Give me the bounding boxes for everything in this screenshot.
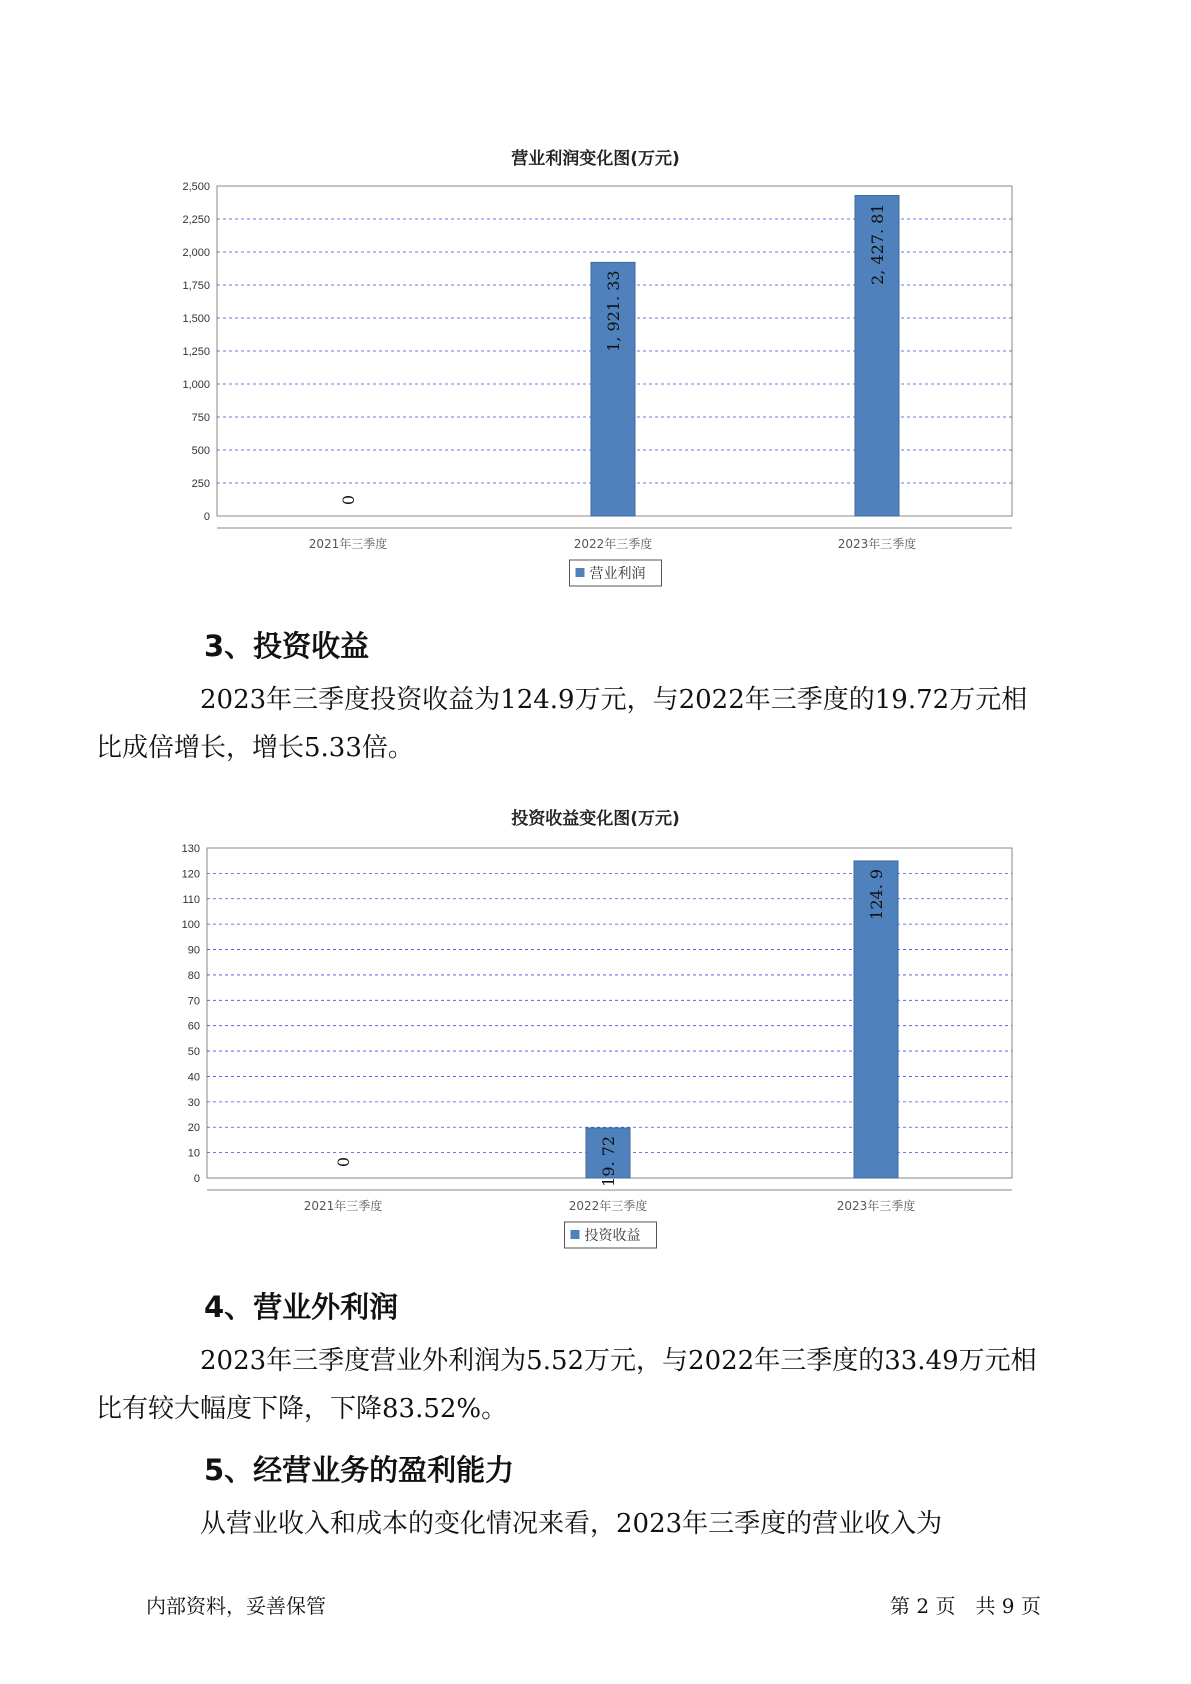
- y-tick-label: 2,500: [182, 181, 210, 193]
- y-tick-label: 20: [187, 1122, 200, 1135]
- paragraph-profitability: [148, 1500, 1048, 1548]
- x-tick-label: 2021年三季度: [308, 537, 388, 551]
- x-tick-label: 2023年三季度: [836, 1199, 916, 1213]
- chart-title-investment-income: 投资收益变化图(万元): [511, 809, 680, 829]
- y-tick-label: 110: [182, 893, 200, 906]
- y-tick-label: 50: [187, 1046, 200, 1059]
- y-tick-label: 30: [187, 1096, 200, 1109]
- y-tick-label: 100: [181, 919, 200, 932]
- x-tick-label: 2021年三季度: [303, 1199, 383, 1213]
- legend-swatch: [571, 1230, 580, 1239]
- y-tick-label: 40: [187, 1071, 200, 1084]
- y-tick-label: 60: [187, 1020, 200, 1033]
- data-label: 1, 921. 33: [604, 270, 623, 352]
- section-heading-investment-income: 3、投资收益: [204, 629, 370, 663]
- y-tick-label: 1,500: [182, 313, 210, 325]
- y-tick-label: 750: [191, 412, 210, 424]
- y-tick-label: 1,750: [182, 280, 210, 292]
- y-tick-label: 2,000: [182, 247, 210, 259]
- legend-label: 营业利润: [589, 566, 646, 582]
- x-tick-label: 2023年三季度: [837, 537, 917, 551]
- y-tick-label: 80: [187, 969, 200, 982]
- paragraph-line: 比有较大幅度下降，下降83.52%。: [96, 1394, 508, 1424]
- data-label: 19. 72: [599, 1135, 618, 1187]
- y-tick-label: 1,250: [182, 346, 210, 358]
- data-label: 0: [334, 1156, 353, 1168]
- y-tick-label: 1,000: [182, 379, 210, 391]
- paragraph-line: 2023年三季度营业外利润为5.52万元，与2022年三季度的33.49万元相: [200, 1346, 1037, 1376]
- data-label: 0: [339, 494, 358, 506]
- paragraph-line: 从营业收入和成本的变化情况来看，2023年三季度的营业收入为: [200, 1509, 943, 1539]
- paragraph-non-operating-profit: [96, 1337, 1048, 1433]
- footer-page-number: 第 2 页 共 9 页: [890, 1594, 1041, 1618]
- x-tick-label: 2022年三季度: [573, 537, 653, 551]
- y-tick-label: 90: [187, 944, 200, 957]
- y-tick-label: 130: [181, 843, 200, 855]
- y-tick-label: 500: [191, 445, 210, 457]
- y-tick-label: 70: [187, 995, 200, 1008]
- footer-confidential-note: 内部资料，妥善保管: [146, 1594, 326, 1618]
- section-heading-profitability: 5、经营业务的盈利能力: [204, 1453, 515, 1487]
- section-heading-non-operating-profit: 4、营业外利润: [204, 1290, 399, 1324]
- data-label: 124. 9: [867, 868, 886, 920]
- y-tick-label: 10: [187, 1147, 200, 1160]
- legend-label: 投资收益: [584, 1228, 641, 1244]
- paragraph-line: 比成倍增长，增长5.33倍。: [96, 733, 414, 763]
- x-tick-label: 2022年三季度: [568, 1199, 648, 1213]
- y-tick-label: 250: [191, 478, 210, 490]
- y-tick-label: 2,250: [182, 214, 210, 226]
- y-tick-label: 0: [203, 511, 210, 523]
- chart-title-operating-profit: 营业利润变化图(万元): [511, 149, 680, 169]
- paragraph-line: 2023年三季度投资收益为124.9万元，与2022年三季度的19.72万元相: [200, 685, 1028, 715]
- data-label: 2, 427. 81: [868, 203, 887, 285]
- y-tick-label: 0: [193, 1173, 200, 1185]
- y-tick-label: 120: [181, 868, 200, 881]
